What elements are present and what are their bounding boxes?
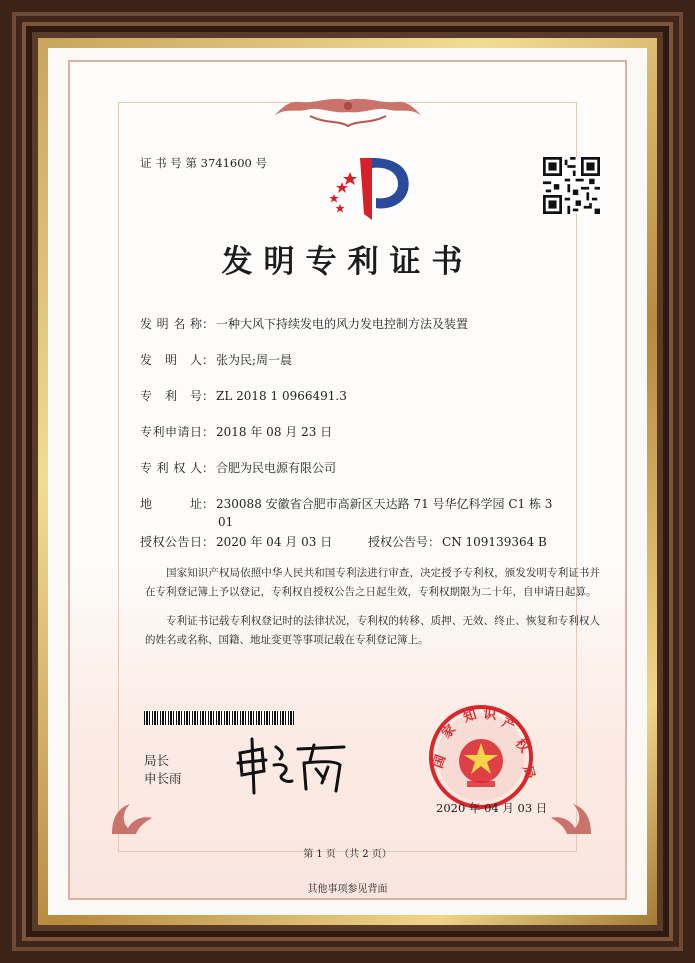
grant-number-row: 授权公告号： CN 109139364 B — [368, 535, 547, 549]
barcode-icon — [144, 711, 294, 725]
inventor-label: 发明人 — [140, 353, 202, 367]
patentee-label: 专利权人 — [140, 461, 202, 475]
patentee-value: 合肥为民电源有限公司 — [216, 461, 337, 475]
svg-text:识: 识 — [482, 707, 497, 724]
address-value-line1: 230088 安徽省合肥市高新区天达路 71 号华亿科学园 C1 栋 3 — [216, 497, 553, 511]
filing-date-row: 专利申请日： 2018 年 08 月 23 日 — [140, 425, 333, 439]
grant-date-value: 2020 年 04 月 03 日 — [216, 535, 333, 549]
patent-number-value: ZL 2018 1 0966491.3 — [216, 389, 347, 403]
filing-date-value: 2018 年 08 月 23 日 — [216, 425, 333, 439]
handwritten-signature-icon — [232, 735, 352, 795]
address-label: 地址 — [140, 497, 202, 511]
address-row: 地址： 230088 安徽省合肥市高新区天达路 71 号华亿科学园 C1 栋 3 — [140, 497, 553, 511]
certificate-number: 证 书 号 第 3741600 号 — [140, 156, 267, 170]
grant-number-label: 授权公告号 — [368, 535, 429, 549]
grant-date-label: 授权公告日 — [140, 535, 202, 549]
inventor-value: 张为民;周一晨 — [216, 353, 293, 367]
filing-date-label: 专利申请日 — [140, 425, 202, 439]
certificate-title: 发明专利证书 — [221, 244, 474, 280]
qr-code-icon — [543, 157, 600, 214]
svg-text:知: 知 — [461, 707, 479, 726]
patent-office-logo-icon — [320, 152, 414, 226]
svg-text:权: 权 — [511, 736, 532, 756]
svg-text:家: 家 — [439, 722, 460, 742]
svg-text:局: 局 — [519, 764, 537, 781]
top-ornament-icon — [270, 94, 426, 130]
invention-name-row: 发明名称： 一种大风下持续发电的风力发电控制方法及装置 — [140, 317, 469, 331]
invention-name-label: 发明名称 — [140, 317, 202, 331]
patentee-row: 专利权人： 合肥为民电源有限公司 — [140, 461, 337, 475]
signatory-title: 局长 — [144, 753, 170, 768]
signatory-block — [144, 752, 182, 788]
invention-name-value: 一种大风下持续发电的风力发电控制方法及装置 — [216, 317, 469, 331]
seal-date: 2020 年 04 月 03 日 — [436, 801, 548, 815]
signatory-name: 申长雨 — [144, 771, 182, 786]
svg-text:产: 产 — [499, 715, 518, 735]
grant-date-row: 授权公告日： 2020 年 04 月 03 日 — [140, 535, 333, 549]
page-indicator: 第 1 页 （共 2 页） — [303, 849, 392, 860]
svg-text:国: 国 — [430, 753, 450, 771]
corner-ornament-icon — [108, 788, 158, 838]
back-side-note: 其他事项参见背面 — [307, 884, 388, 895]
patent-number-label: 专利号 — [140, 389, 202, 403]
grant-number-value: CN 109139364 B — [442, 535, 547, 549]
body-paragraph-2: 专利证书记载专利权登记时的法律状况，专利权的转移、质押、无效、终止、恢复和专利权人的姓名或名称、国籍、地址变更等事项记载在专利登记簿上。 — [145, 615, 600, 646]
body-paragraph-1: 国家知识产权局依照中华人民共和国专利法进行审查，决定授予专利权，颁发发明专利证书并在专利登记簿上予以登记，专利权自授权公告之日起生效，专利权期限为二十年，自申请日起算。 — [145, 567, 600, 598]
patent-number-row: 专利号： ZL 2018 1 0966491.3 — [140, 389, 347, 403]
inventor-row: 发明人： 张为民;周一晨 — [140, 353, 293, 367]
official-seal-icon — [427, 703, 535, 811]
address-value-line2: 01 — [218, 515, 234, 529]
corner-ornament-icon — [545, 788, 595, 838]
